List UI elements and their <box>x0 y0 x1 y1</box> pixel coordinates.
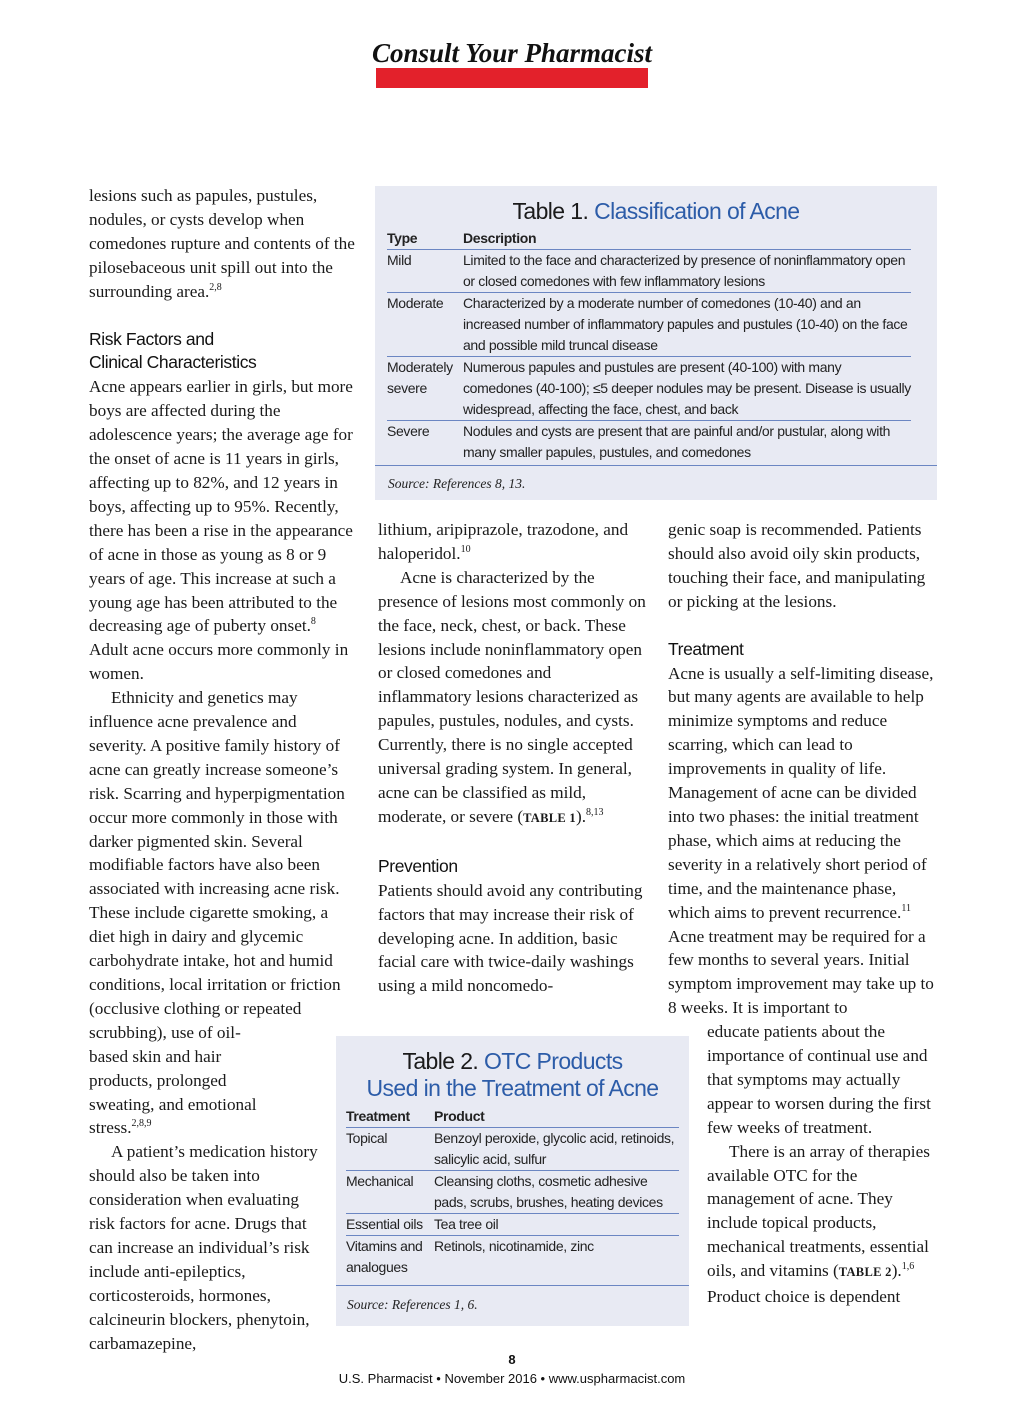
col1-paragraph-2: Acne appears earlier in girls, but more boys are affected during the adolescence years; the average age for the onset of acne is 11 years in girls, affecting up to 82%, and 12 years in boys, affecting up to 95%. Recently, there has been a rise in the appearance of acne in those as young as 8 or 9 years of age. This increase at such a young age has been attributed to the decreasing age of puberty onset.$^8$ Adult acne occurs more commonly in women. <box>89 377 353 684</box>
table-2-header-row <box>346 1106 679 1128</box>
table-cell-type: Moderately severe <box>387 359 453 396</box>
table-2-source: Source: References 1, 6. <box>347 1297 478 1312</box>
table-cell-description: Limited to the face and characterized by presence of noninflammatory open or closed comedones with few inflammatory lesions <box>463 252 906 289</box>
table-cell-product: Benzoyl peroxide, glycolic acid, retinoids, salicylic acid, sulfur <box>434 1130 675 1167</box>
table-cell-product: Tea tree oil <box>434 1216 499 1232</box>
table-cell-type: Severe <box>387 423 430 439</box>
section-heading-prevention: Prevention <box>378 855 458 876</box>
column-1 <box>89 184 355 1356</box>
col1-paragraph-4: A patient’s medication history should also be taken into consideration when evaluating risk factors for acne. Drugs that can increase an individual’s risk include anti-epileptics, corticosteroids, hormones, calcineurin blockers, phenytoin, carbamazepine, <box>89 1142 318 1353</box>
col1-paragraph-1: lesions such as papules, pustules, nodules, or cysts develop when comedones rupture and contents of the pilosebaceous unit spill out into the surrounding area.$^{2,8}$ <box>89 186 355 301</box>
table-1-title: Table 1. Classification of Acne <box>512 198 800 224</box>
table-2-col-treatment: Treatment <box>346 1108 410 1124</box>
table-1-col-description: Description <box>463 230 537 246</box>
table-row <box>346 1214 679 1236</box>
col1-paragraph-3: Ethnicity and genetics may influence acne prevalence and severity. A positive family history of acne can greatly increase someone’s risk. Scarring and hyperpigmentation occur more commonly in those with darker pigmented skin. Several modifiable factors have also been associated with increasing acne risk. These include cigarette smoking, a diet high in dairy and glycemic carbohydrate intake, hot and humid conditions, local irritation or friction (occlusive clothing or repeated <box>89 688 345 1018</box>
table-1-source: Source: References 8, 13. <box>388 476 526 491</box>
col2-paragraph-1: lithium, aripiprazole, trazodone, and haloperidol.$^{10}$ <box>378 520 629 563</box>
section-heading-treatment: Treatment <box>668 638 744 659</box>
table-row <box>387 250 911 293</box>
table-cell-description: Characterized by a moderate number of comedones (10-40) and an increased number of inflammatory papules and pustules (10-40) on the face and possible mild truncal disease <box>463 295 908 353</box>
table-row <box>346 1171 679 1214</box>
table-1-classification <box>375 186 937 500</box>
table-cell-description: Numerous papules and pustules are present (40-100) with many comedones (40-100); ≤5 deeper nodules may be present. Disease is usually widespread, affecting the face, chest, and back <box>463 359 911 417</box>
page-number: 8 <box>508 1352 516 1367</box>
col1-paragraph-3-cont: scrubbing), use of oil-based skin and hair products, prolonged sweating, and emotional stress.$^{2,8,9}$ <box>89 1022 257 1138</box>
col2-paragraph-2: Acne is characterized by the presence of lesions most commonly on the face, neck, chest, or back. These lesions include noninflammatory open or closed comedones and inflammatory lesions characterized as papules, pustules, nodules, and cysts. Currently, there is no single accepted universal grading system. In general, acne can be classified as mild, moderate, or severe (TABLE 1).$^{8,13}$ <box>378 567 646 826</box>
col3-paragraph-2: Acne is usually a self-limiting disease, but many agents are available to help minimize symptoms and reduce scarring, which can lead to improvements in quality of life. Management of acne can be divided into two phases: the initial treatment phase, which aims at reducing the severity in a relatively short period of time, and the maintenance phase, which aims to prevent recurrence.$^{11}$ Acne treatment may be required for a few months to several years. Initial symptom improvement may take up to 8 weeks. It is important to <box>668 663 934 1018</box>
table-row <box>387 421 911 463</box>
table-row <box>346 1236 679 1278</box>
table-cell-description: Nodules and cysts are present that are painful and/or pustular, along with many smaller papules, pustules, and comedones <box>463 423 891 460</box>
table-cell-treatment: Mechanical <box>346 1173 414 1189</box>
col3-paragraph-2-cont: educate patients about the importance of continual use and that symptoms may actually appear to worsen during the first few weeks of treatment. <box>707 1022 931 1137</box>
table-2-col-product: Product <box>434 1108 485 1124</box>
table-row <box>346 1128 679 1171</box>
table-1-header-row <box>387 228 911 250</box>
table-cell-treatment: Essential oils <box>346 1216 423 1232</box>
table-2-title: Table 2. OTC Products Used in the Treatment of Acne <box>366 1048 659 1101</box>
table-2-otc-products <box>336 1036 689 1326</box>
header-accent-bar <box>376 68 648 88</box>
column-3 <box>668 518 938 1309</box>
table-cell-treatment: Vitamins and analogues <box>346 1238 423 1275</box>
table-cell-product: Retinols, nicotinamide, zinc <box>434 1238 594 1254</box>
table-row <box>387 357 911 421</box>
col2-paragraph-3: Patients should avoid any contributing factors that may increase their risk of developing acne. In addition, basic facial care with twice-daily washings using a mild noncomedo- <box>378 880 643 996</box>
table-row <box>387 293 911 357</box>
table-cell-treatment: Topical <box>346 1130 388 1146</box>
section-heading-risk-factors: Risk Factors and <box>89 328 214 349</box>
footer-line: U.S. Pharmacist • November 2016 • www.uspharmacist.com <box>338 1371 686 1386</box>
col3-paragraph-1: genic soap is recommended. Patients should also avoid oily skin products, touching their face, and manipulating or picking at the lesions. <box>668 520 926 611</box>
table-1-col-type: Type <box>387 230 418 246</box>
section-heading-clinical: Clinical Characteristics <box>89 352 257 373</box>
table-cell-product: Cleansing cloths, cosmetic adhesive pads, scrubs, brushes, heating devices <box>434 1173 663 1210</box>
column-2 <box>378 518 648 998</box>
table-cell-type: Mild <box>387 252 412 268</box>
col3-paragraph-3: There is an array of therapies available OTC for the management of acne. They include topical products, mechanical treatments, essential oils, and vitamins (TABLE 2).$^{1,6}$ Product choice is dependent <box>707 1141 930 1307</box>
table-cell-type: Moderate <box>387 295 444 311</box>
running-header: Consult Your Pharmacist <box>371 38 653 68</box>
